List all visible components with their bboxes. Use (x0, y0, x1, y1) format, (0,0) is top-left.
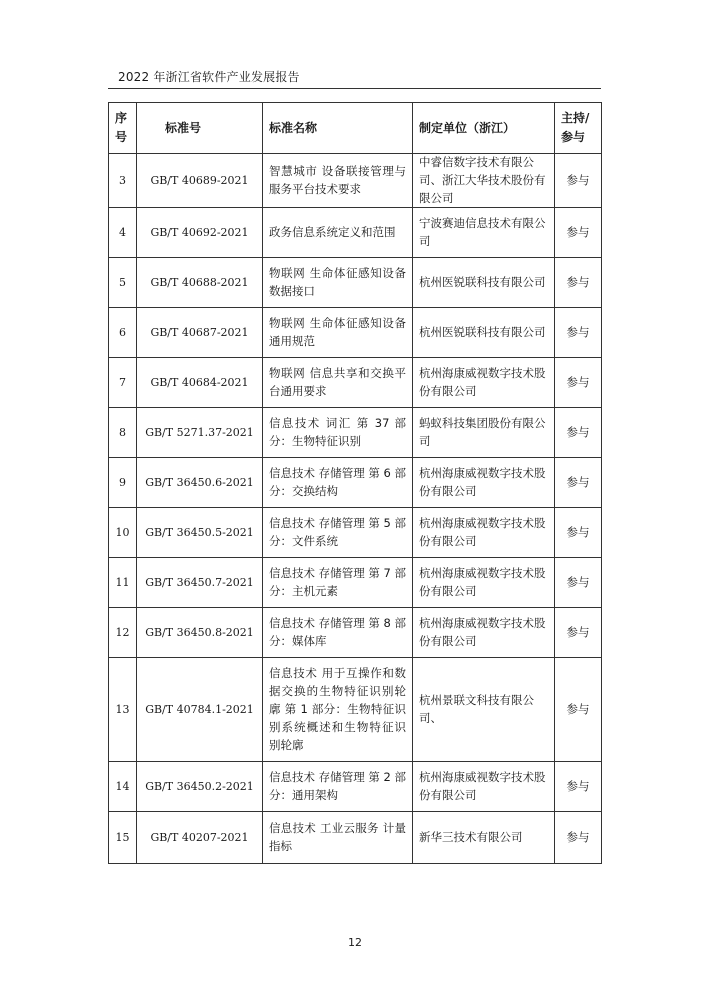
cell-role: 参与 (555, 258, 602, 308)
cell-standard-name: 物联网 生命体征感知设备数据接口 (263, 258, 413, 308)
cell-role: 参与 (555, 308, 602, 358)
cell-seq: 9 (109, 458, 137, 508)
cell-unit: 杭州景联文科技有限公司、 (413, 658, 555, 762)
cell-standard-no: GB/T 36450.6-2021 (137, 458, 263, 508)
cell-seq: 7 (109, 358, 137, 408)
cell-standard-name: 信息技术 存储管理 第 7 部分：主机元素 (263, 558, 413, 608)
cell-role: 参与 (555, 208, 602, 258)
table-row (109, 658, 602, 762)
page-number: 12 (348, 936, 362, 949)
cell-unit: 杭州海康威视数字技术股份有限公司 (413, 358, 555, 408)
column-header-seq: 序号 (109, 103, 137, 154)
cell-unit: 杭州海康威视数字技术股份有限公司 (413, 508, 555, 558)
cell-standard-no: GB/T 36450.5-2021 (137, 508, 263, 558)
cell-seq: 13 (109, 658, 137, 762)
cell-seq: 10 (109, 508, 137, 558)
cell-unit: 宁波赛迪信息技术有限公司 (413, 208, 555, 258)
cell-standard-name: 政务信息系统定义和范围 (263, 208, 413, 258)
table-row (109, 608, 602, 658)
table-row (109, 308, 602, 358)
cell-standard-name: 物联网 生命体征感知设备通用规范 (263, 308, 413, 358)
column-header-standard-name: 标准名称 (263, 103, 413, 154)
cell-standard-no: GB/T 36450.7-2021 (137, 558, 263, 608)
cell-role: 参与 (555, 762, 602, 812)
cell-unit: 杭州海康威视数字技术股份有限公司 (413, 762, 555, 812)
cell-role: 参与 (555, 154, 602, 208)
table-row (109, 762, 602, 812)
cell-unit: 蚂蚁科技集团股份有限公司 (413, 408, 555, 458)
cell-standard-name: 物联网 信息共享和交换平台通用要求 (263, 358, 413, 408)
column-header-unit: 制定单位（浙江） (413, 103, 555, 154)
cell-standard-name: 信息技术 存储管理 第 8 部分：媒体库 (263, 608, 413, 658)
cell-role: 参与 (555, 408, 602, 458)
cell-standard-no: GB/T 40207-2021 (137, 812, 263, 864)
cell-role: 参与 (555, 508, 602, 558)
cell-standard-no: GB/T 5271.37-2021 (137, 408, 263, 458)
cell-seq: 5 (109, 258, 137, 308)
cell-standard-no: GB/T 40689-2021 (137, 154, 263, 208)
cell-standard-name: 信息技术 存储管理 第 6 部分：交换结构 (263, 458, 413, 508)
cell-seq: 15 (109, 812, 137, 864)
table-row (109, 358, 602, 408)
cell-unit: 中睿信数字技术有限公司、浙江大华技术股份有限公司 (413, 154, 555, 208)
cell-seq: 3 (109, 154, 137, 208)
cell-role: 参与 (555, 458, 602, 508)
table-row (109, 154, 602, 208)
cell-role: 参与 (555, 608, 602, 658)
table-row (109, 258, 602, 308)
cell-seq: 4 (109, 208, 137, 258)
cell-seq: 14 (109, 762, 137, 812)
table-row (109, 508, 602, 558)
table-row (109, 408, 602, 458)
cell-role: 参与 (555, 812, 602, 864)
cell-role: 参与 (555, 658, 602, 762)
cell-seq: 8 (109, 408, 137, 458)
cell-standard-no: GB/T 40684-2021 (137, 358, 263, 408)
header-divider (108, 88, 601, 89)
cell-standard-no: GB/T 36450.8-2021 (137, 608, 263, 658)
cell-standard-name: 信息技术 存储管理 第 5 部分：文件系统 (263, 508, 413, 558)
cell-role: 参与 (555, 358, 602, 408)
standards-table (108, 102, 602, 864)
column-header-standard-no: 标准号 (137, 103, 263, 154)
table-header-row (109, 103, 602, 154)
table-row (109, 558, 602, 608)
table-row (109, 208, 602, 258)
cell-standard-no: GB/T 40688-2021 (137, 258, 263, 308)
cell-unit: 杭州海康威视数字技术股份有限公司 (413, 608, 555, 658)
cell-standard-name: 智慧城市 设备联接管理与服务平台技术要求 (263, 154, 413, 208)
cell-unit: 杭州医锐联科技有限公司 (413, 258, 555, 308)
cell-standard-name: 信息技术 词汇 第 37 部分：生物特征识别 (263, 408, 413, 458)
cell-unit: 新华三技术有限公司 (413, 812, 555, 864)
cell-seq: 12 (109, 608, 137, 658)
cell-standard-no: GB/T 40687-2021 (137, 308, 263, 358)
column-header-role: 主持/参与 (555, 103, 602, 154)
cell-unit: 杭州海康威视数字技术股份有限公司 (413, 458, 555, 508)
cell-standard-no: GB/T 40784.1-2021 (137, 658, 263, 762)
page-header-title: 2022 年浙江省软件产业发展报告 (118, 70, 300, 84)
cell-standard-no: GB/T 36450.2-2021 (137, 762, 263, 812)
cell-seq: 11 (109, 558, 137, 608)
cell-standard-name: 信息技术 工业云服务 计量指标 (263, 812, 413, 864)
cell-standard-no: GB/T 40692-2021 (137, 208, 263, 258)
table-row (109, 812, 602, 864)
cell-role: 参与 (555, 558, 602, 608)
cell-seq: 6 (109, 308, 137, 358)
table-body (109, 154, 602, 864)
table-row (109, 458, 602, 508)
cell-unit: 杭州医锐联科技有限公司 (413, 308, 555, 358)
cell-unit: 杭州海康威视数字技术股份有限公司 (413, 558, 555, 608)
cell-standard-name: 信息技术 存储管理 第 2 部分：通用架构 (263, 762, 413, 812)
cell-standard-name: 信息技术 用于互操作和数据交换的生物特征识别轮廓 第 1 部分：生物特征识别系统概述和生物特征识别轮廓 (263, 658, 413, 762)
